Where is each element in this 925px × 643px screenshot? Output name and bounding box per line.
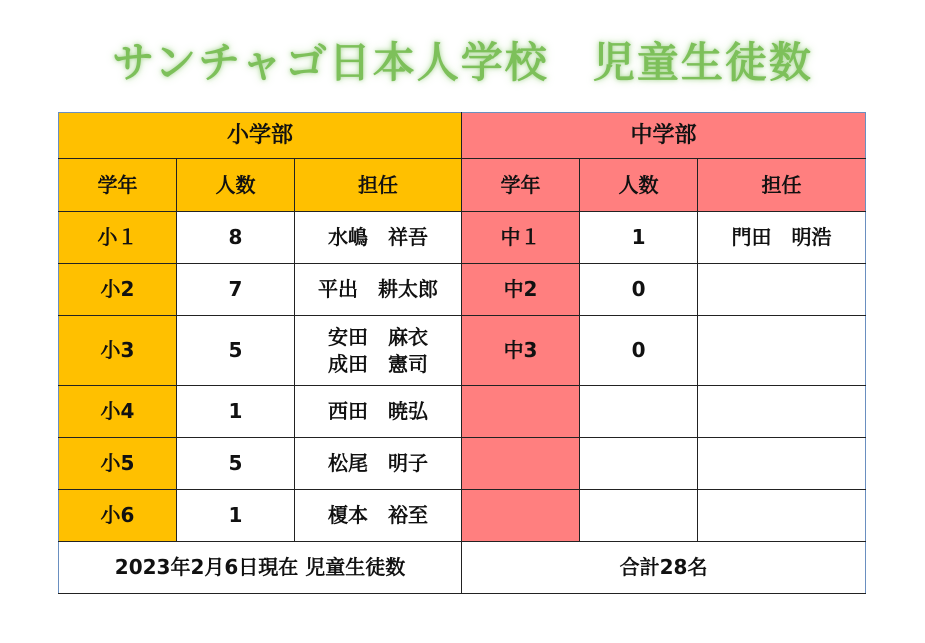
elementary-teacher: 松尾 明子	[295, 438, 462, 490]
junior-count: 0	[580, 264, 698, 316]
junior-empty-teacher	[698, 438, 866, 490]
junior-grade: 中１	[462, 212, 580, 264]
elementary-grade: 小１	[59, 212, 177, 264]
student-count-table	[58, 112, 866, 594]
date-note: 2023年2月6日現在 児童生徒数	[59, 542, 462, 594]
junior-empty-grade	[462, 490, 580, 542]
junior-teacher: 門田 明浩	[698, 212, 866, 264]
junior-empty-teacher	[698, 490, 866, 542]
elementary-grade: 小6	[59, 490, 177, 542]
junior-grade-header: 学年	[462, 159, 580, 212]
elementary-grade: 小2	[59, 264, 177, 316]
elementary-count: 1	[177, 386, 295, 438]
elementary-count: 8	[177, 212, 295, 264]
elementary-section-header: 小学部	[59, 113, 462, 159]
elementary-teacher	[295, 316, 462, 386]
table-row	[59, 490, 866, 542]
table-row	[59, 386, 866, 438]
section-header-row	[59, 113, 866, 159]
footer-row	[59, 542, 866, 594]
elementary-grade: 小3	[59, 316, 177, 386]
elementary-count: 5	[177, 438, 295, 490]
page-title: サンチャゴ日本人学校 児童生徒数	[112, 38, 813, 87]
elementary-grade-header: 学年	[59, 159, 177, 212]
junior-count-header: 人数	[580, 159, 698, 212]
table-row	[59, 438, 866, 490]
elementary-teacher: 西田 暁弘	[295, 386, 462, 438]
junior-empty-count	[580, 438, 698, 490]
junior-count: 0	[580, 316, 698, 386]
junior-grade: 中3	[462, 316, 580, 386]
elementary-count: 7	[177, 264, 295, 316]
junior-count: 1	[580, 212, 698, 264]
total-count: 合計28名	[462, 542, 866, 594]
teacher-name-line: 安田 麻衣	[328, 324, 429, 349]
junior-section-header: 中学部	[462, 113, 866, 159]
table-row	[59, 264, 866, 316]
column-header-row	[59, 159, 866, 212]
junior-teacher	[698, 316, 866, 386]
table-row	[59, 212, 866, 264]
elementary-count: 5	[177, 316, 295, 386]
junior-empty-count	[580, 490, 698, 542]
junior-empty-teacher	[698, 386, 866, 438]
junior-empty-count	[580, 386, 698, 438]
elementary-teacher: 水嶋 祥吾	[295, 212, 462, 264]
elementary-count: 1	[177, 490, 295, 542]
elementary-teacher-header: 担任	[295, 159, 462, 212]
junior-empty-grade	[462, 386, 580, 438]
junior-empty-grade	[462, 438, 580, 490]
elementary-teacher: 平出 耕太郎	[295, 264, 462, 316]
elementary-count-header: 人数	[177, 159, 295, 212]
junior-teacher	[698, 264, 866, 316]
junior-teacher-header: 担任	[698, 159, 866, 212]
teacher-name-line: 成田 憲司	[328, 351, 429, 376]
junior-grade: 中2	[462, 264, 580, 316]
table-row	[59, 316, 866, 386]
elementary-grade: 小4	[59, 386, 177, 438]
elementary-grade: 小5	[59, 438, 177, 490]
elementary-teacher: 榎本 裕至	[295, 490, 462, 542]
